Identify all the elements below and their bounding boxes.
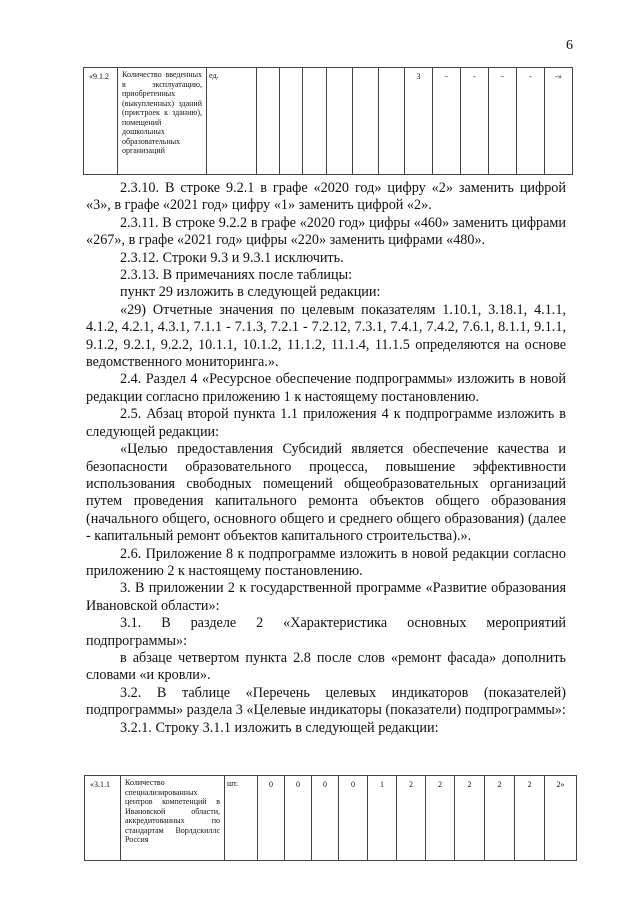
paragraph: 3. В приложении 2 к государственной программе «Развитие образования Ивановской области»: (86, 580, 566, 614)
paragraph: 3.1. В разделе 2 «Характеристика основных мероприятий подпрограммы»: (86, 615, 566, 649)
row-number: «3.1.1 (85, 776, 121, 861)
value-cell: 0 (312, 776, 339, 861)
page-number: 6 (566, 38, 573, 53)
value-cell: 2 (426, 776, 455, 861)
value-cell: 2» (545, 776, 577, 861)
value-cell: - (517, 68, 545, 175)
value-cell: 1 (368, 776, 397, 861)
value-cell (379, 68, 405, 175)
quoted-paragraph: «Целью предоставления Субсидий является обеспечение качества и безопасности образовательного процесса, повышение эффективности использования свободных помещений общеобразовательных организаций путем проведения капитального ремонта объектов общего образования (начального общего, основного общего и среднего общего образования) (далее - капитальный ремонт объектов капитального строительства).». (86, 441, 566, 545)
table-row (84, 68, 573, 175)
value-cell: - (461, 68, 489, 175)
value-cell: - (433, 68, 461, 175)
paragraph: 2.4. Раздел 4 «Ресурсное обеспечение подпрограммы» изложить в новой редакции согласно приложению 1 к настоящему постановлению. (86, 371, 566, 405)
empty-cell (280, 68, 303, 175)
value-cell: 2 (515, 776, 545, 861)
paragraph: пункт 29 изложить в следующей редакции: (120, 284, 381, 301)
paragraph: 2.5. Абзац второй пункта 1.1 приложения 4 к подпрограмме изложить в следующей редакции: (86, 406, 566, 440)
value-cell: -» (545, 68, 573, 175)
indicator-description: Количество специализированных центров компетенций в Ивановской области, аккредитованных по стандартам Ворлдскиллс Россия (121, 776, 225, 861)
value-cell: - (489, 68, 517, 175)
empty-cell (257, 68, 280, 175)
value-cell: 0 (285, 776, 312, 861)
unit-cell: шт. (225, 776, 258, 861)
empty-cell (303, 68, 327, 175)
value-cell: 2 (485, 776, 515, 861)
indicator-table-bottom (84, 775, 577, 861)
paragraph: в абзаце четвертом пункта 2.8 после слов «ремонт фасада» дополнить словами «и кровли». (86, 649, 566, 684)
unit-cell: ед. (207, 68, 257, 175)
paragraph: 2.3.11. В строке 9.2.2 в графе «2020 год» цифры «460» заменить цифрами «267», в графе «2021 год» цифры «220» заменить цифрами «480». (86, 214, 566, 249)
document-body (86, 180, 566, 737)
value-cell (327, 68, 353, 175)
paragraph: 3.2.1. Строку 3.1.1 изложить в следующей редакции: (120, 719, 439, 736)
value-cell: 0 (339, 776, 368, 861)
table-row (85, 776, 577, 861)
value-cell: 3 (405, 68, 433, 175)
value-cell: 2 (455, 776, 485, 861)
row-number: «9.1.2 (84, 68, 118, 175)
value-cell: 0 (258, 776, 285, 861)
value-cell: 2 (397, 776, 426, 861)
paragraph: 2.3.10. В строке 9.2.1 в графе «2020 год» цифру «2» заменить цифрой «3», в графе «2021 год» цифру «1» заменить цифрой «2». (86, 180, 566, 214)
paragraph: 2.3.12. Строки 9.3 и 9.3.1 исключить. (120, 249, 344, 266)
indicator-table-top (83, 67, 573, 175)
paragraph: 3.2. В таблице «Перечень целевых индикаторов (показателей) подпрограммы» раздела 3 «Целевые индикаторы (показатели) подпрограммы»: (86, 684, 566, 719)
value-cell (353, 68, 379, 175)
indicator-description: Количество введенных в эксплуатацию, приобретенных (выкупленных) зданий (пристроек к зданию), помещений дошкольных образовательных организаций (118, 68, 207, 175)
paragraph: 2.3.13. В примечаниях после таблицы: (120, 267, 353, 284)
paragraph: 2.6. Приложение 8 к подпрограмме изложить в новой редакции согласно приложению 2 к настоящему постановлению. (86, 545, 566, 579)
paragraph: «29) Отчетные значения по целевым показателям 1.10.1, 3.18.1, 4.1.1, 4.1.2, 4.2.1, 4.3.1, 7.1.1 - 7.1.3, 7.2.1 - 7.2.12, 7.3.1, 7.4.1, 7.4.2, 7.6.1, 8.1.1, 9.1.1, 9.1.2, 9.2.1, 9.2.2, 10.1.1, 10.1.2, 11.1.2, 11.1.4, 11.1.5 определяются на основе ведомственного мониторинга.». (86, 301, 566, 371)
